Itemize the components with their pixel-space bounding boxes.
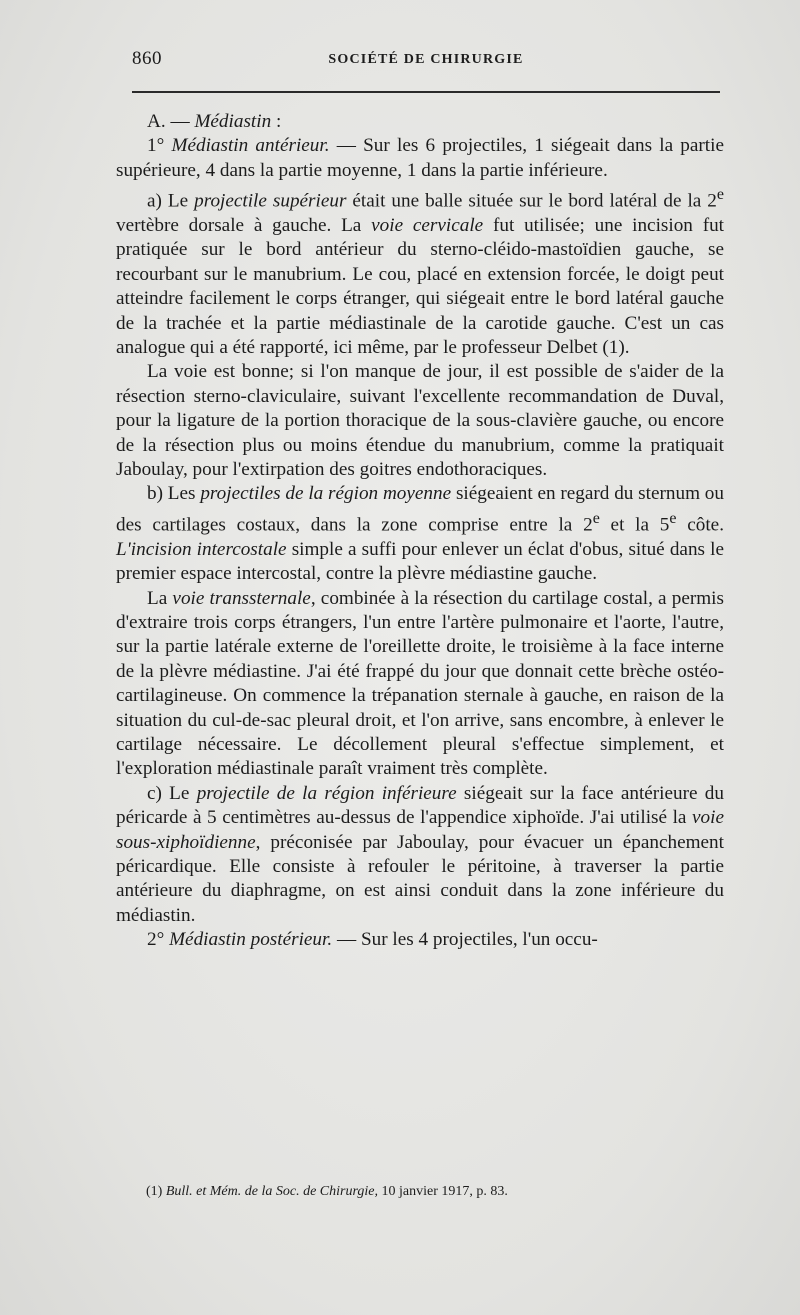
subsection-title: Médiastin postérieur. xyxy=(169,929,333,951)
running-title: SOCIÉTÉ DE CHIRURGIE xyxy=(328,52,524,67)
footnote: (1) Bull. et Mém. de la Soc. de Chirurgie, 10 janvier 1917, p. 83. xyxy=(146,1184,508,1199)
paragraph-c: c) Le projectile de la région inférieure siégeait sur la face antérieure du péricarde à 5 centimètres au-dessus de l'appendice xiphoïde. J'ai utilisé la voie sous-xiphoïdienne, préconisée par Jaboulay, pour évacuer un épanchement péricardique. Elle consiste à refouler le péritoine, à traverser la partie antérieure du diaphragme, on est ainsi conduit dans la zone inférieure du médiastin. xyxy=(116,782,724,926)
subsection-title: Médiastin antérieur. xyxy=(171,135,330,157)
body-text xyxy=(116,110,724,953)
paragraph-cervical-route: La voie est bonne; si l'on manque de jour, il est possible de s'aider de la résection sterno-claviculaire, suivant l'excellente recommandation de Duval, pour la ligature de la portion thoracique de la sous-clavière gauche, ou encore de la résection plus ou moins étendue du manubrium, comme la pratiquait Jaboulay, pour l'extirpation des goitres endothoraciques. xyxy=(116,361,724,481)
paragraph-b: b) Les projectiles de la région moyenne siégeaient en regard du sternum ou des cartilages costaux, dans la zone comprise entre la 2e et la 5e côte. L'incision intercostale simple a suffi pour enlever un éclat d'obus, situé dans le premier espace intercostal, contre la plèvre médiastine gauche. xyxy=(116,483,724,585)
section-title: Médiastin xyxy=(194,111,272,132)
page-header xyxy=(132,48,720,78)
footnote-source: Bull. et Mém. de la Soc. de Chirurgie, xyxy=(165,1184,378,1199)
paragraph-posterior-mediastinum: 2° Médiastin postérieur. — Sur les 4 projectiles, l'un occu- xyxy=(147,929,598,951)
header-rule xyxy=(132,91,720,93)
paragraph-a: a) Le projectile supérieur était une balle située sur le bord latéral de la 2e vertèbre dorsale à gauche. La voie cervicale fut utilisée; une incision fut pratiquée sur le bord antérieur du sterno-cléido-mastoïdien gauche, se recourbant sur le manubrium. Le cou, placé en extension forcée, le doigt peut atteindre facilement le corps étranger, qui siégeait entre le bord latéral gauche de la trachée et la partie médiastinale de la carotide gauche. C'est un cas analogue qui a été rapporté, ici même, par le professeur Delbet (1). xyxy=(116,186,725,359)
paragraph-anterior-mediastinum: 1° Médiastin antérieur. — Sur les 6 projectiles, 1 siégeait dans la partie supérieure, 4 dans la partie moyenne, 1 dans la partie inférieure. xyxy=(116,135,724,181)
paragraph-transsternal: La voie transsternale, combinée à la résection du cartilage costal, a permis d'extraire trois corps étrangers, l'un entre l'artère pulmonaire et l'aorte, l'autre, sur la partie latérale externe de l'oreillette droite, le troisième à la face interne de la plèvre médiastine. J'ai été frappé du jour que donnait cette brèche ostéo-cartilagineuse. On commence la trépanation sternale à gauche, en raison de la situation du cul-de-sac pleural droit, et l'on arrive, sans encombre, à enlever le cartilage nécessaire. Le décollement pleural s'effectue simplement, et l'exploration médiastinale paraît vraiment très complète. xyxy=(116,587,724,780)
page-number: 860 xyxy=(132,48,162,69)
section-heading: A. — Médiastin : xyxy=(147,111,282,132)
